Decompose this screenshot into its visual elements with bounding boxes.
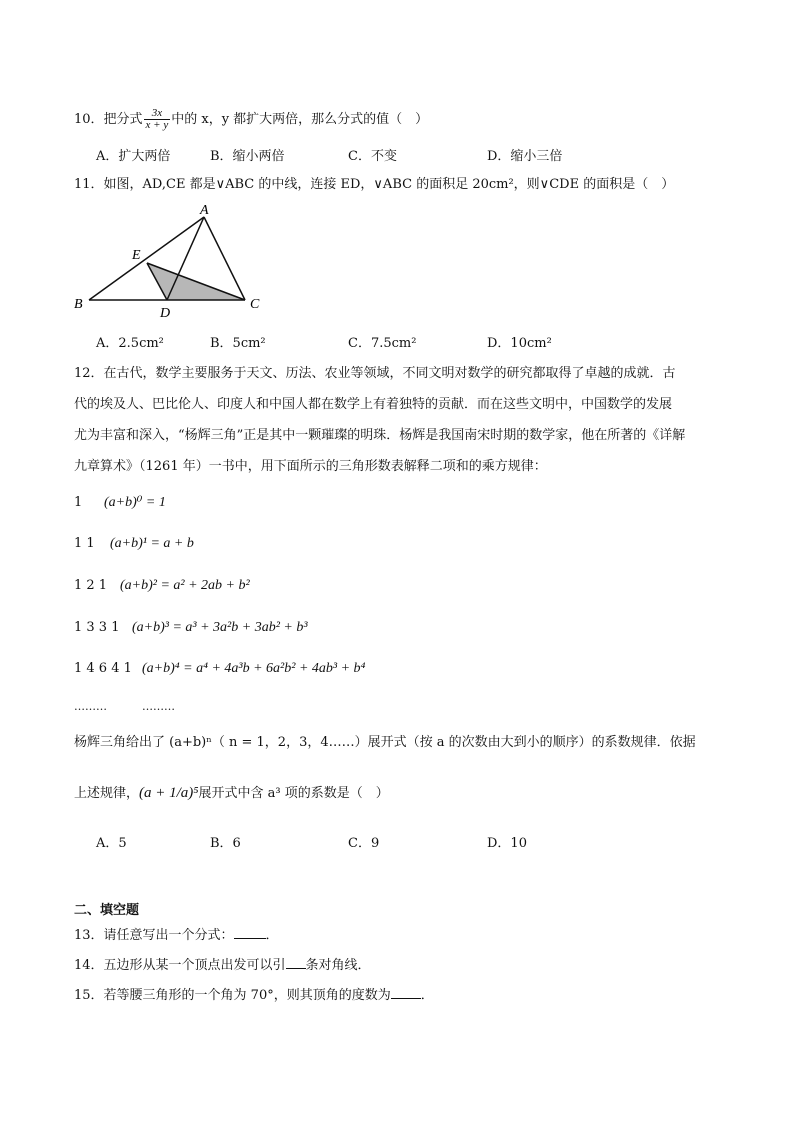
q13-line [74, 926, 279, 945]
q12-option-b: B．6 [210, 836, 241, 851]
triangle-figure [70, 200, 270, 320]
q10-option-b: B．缩小两倍 [210, 149, 285, 164]
label-e: E [132, 248, 141, 263]
pascal-row-0-formula: (a+b)⁰ = 1 [104, 495, 166, 510]
q11-stem: 11．如图，AD,CE 都是∨ABC 的中线，连接 ED，∨ABC 的面积足 20cm²，则∨CDE 的面积是（ ） [74, 177, 675, 192]
q11-option-b: B．5cm² [210, 336, 266, 351]
section-title-fill-in: 二、填空题 [74, 903, 140, 918]
q15-answer-blank[interactable] [391, 986, 421, 999]
q10-text-before: 10．把分式 [74, 112, 143, 127]
q13-end: ． [265, 928, 279, 943]
pascal-row-2-formula: (a+b)² = a² + 2ab + b² [120, 578, 250, 593]
label-d: D [160, 306, 171, 320]
q15-text: 15．若等腰三角形的一个角为 70°，则其顶角的度数为 [74, 988, 391, 1003]
q12-question-before: 上述规律， [74, 786, 140, 801]
label-b: B [74, 297, 83, 312]
q12-paragraph-line-3: 尤为丰富和深入，“杨辉三角”正是其中一颗璀璨的明珠．杨辉是我国南宋时期的数学家，他在所著的《详解 [74, 428, 686, 443]
q10-fraction-numerator: 3x [144, 108, 171, 120]
q10-fraction-denominator: x + y [145, 119, 169, 131]
q13-text: 13．请任意写出一个分式： [74, 928, 234, 943]
q14-line [74, 956, 371, 975]
q10-option-a: A．扩大两倍 [96, 149, 171, 164]
q11-option-c: C．7.5cm² [348, 336, 417, 351]
q12-paragraph-line-2: 代的埃及人、巴比伦人、印度人和中国人都在数学上有着独特的贡献．而在这些文明中，中国数学的发展 [74, 397, 673, 412]
q10-option-c: C．不变 [348, 149, 397, 164]
q10-option-d: D．缩小三倍 [487, 149, 563, 164]
label-a: A [200, 203, 209, 218]
q15-end: ． [420, 988, 434, 1003]
pascal-row-3-numbers: 1 3 3 1 [74, 620, 120, 635]
pascal-row-0-numbers: 1 [74, 495, 83, 510]
q12-paragraph-line-5: 杨辉三角给出了 (a+b)ⁿ（ n = 1，2，3，4……）展开式（按 a 的次数由大到小的顺序）的系数规律．依据 [74, 735, 696, 750]
pascal-row-1-numbers: 1 1 [74, 536, 95, 551]
pascal-row-4-numbers: 1 4 6 4 1 [74, 661, 132, 676]
pascal-row-4-formula: (a+b)⁴ = a⁴ + 4a³b + 6a²b² + 4ab³ + b⁴ [142, 661, 366, 676]
q10-text-after: 中的 x，y 都扩大两倍，那么分式的值（ ） [171, 112, 429, 127]
pascal-row-1-formula: (a+b)¹ = a + b [110, 536, 194, 551]
q10-fraction [144, 108, 171, 131]
q12-paragraph-line-1: 12．在古代，数学主要服务于天文、历法、农业等领域，不同文明对数学的研究都取得了卓越的成就．古 [74, 366, 676, 381]
q12-paragraph-line-4: 九章算术》（1261 年）一书中，用下面所示的三角形数表解释二项和的乘方规律： [74, 459, 547, 474]
q12-binomial-expression: (a + 1/a)⁵ [139, 785, 199, 801]
q12-option-d: D．10 [487, 836, 527, 851]
ellipsis-right: ……… [142, 700, 175, 713]
q14-text: 14．五边形从某一个顶点出发可以引 [74, 958, 286, 973]
label-c: C [250, 297, 260, 312]
pascal-row-3-formula: (a+b)³ = a³ + 3a²b + 3ab² + b³ [132, 620, 308, 635]
q12-question-line [74, 784, 389, 803]
q12-question-after: 展开式中含 a³ 项的系数是（ ） [198, 786, 389, 801]
pascal-row-2-numbers: 1 2 1 [74, 578, 108, 593]
q12-option-a: A．5 [96, 836, 127, 851]
q13-answer-blank[interactable] [234, 926, 266, 939]
q14-answer-blank[interactable] [286, 956, 306, 969]
q14-end: 条对角线． [305, 958, 371, 973]
ellipsis-left: ……… [74, 700, 107, 713]
q11-option-a: A．2.5cm² [96, 336, 164, 351]
q11-option-d: D．10cm² [487, 336, 552, 351]
q12-option-c: C．9 [348, 836, 380, 851]
q15-line [74, 986, 434, 1005]
q10-stem [74, 108, 428, 131]
